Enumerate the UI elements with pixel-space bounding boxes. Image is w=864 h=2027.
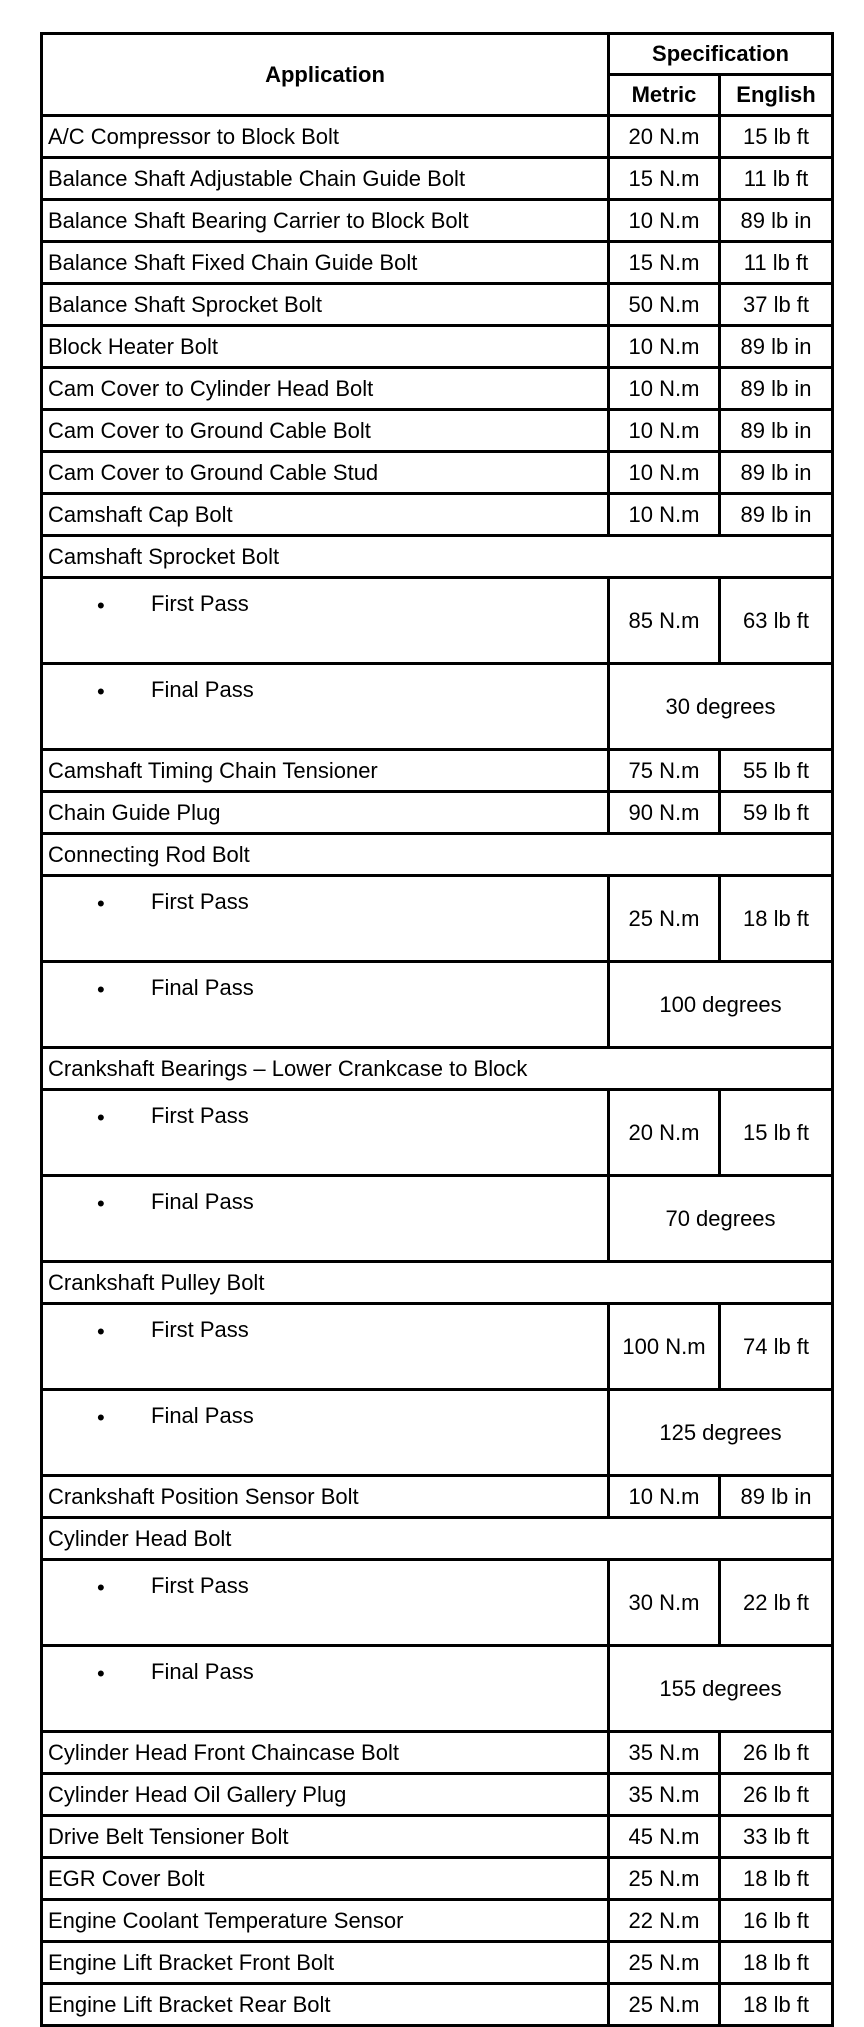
table-row	[42, 1476, 833, 1518]
pass-label: First Pass	[151, 889, 249, 914]
application-cell: Engine Lift Bracket Front Bolt	[42, 1942, 609, 1984]
angle-cell: 155 degrees	[609, 1646, 833, 1732]
english-cell: 89 lb in	[720, 1476, 833, 1518]
english-cell: 18 lb ft	[720, 876, 833, 962]
english-cell: 63 lb ft	[720, 578, 833, 664]
application-cell: Cam Cover to Cylinder Head Bolt	[42, 368, 609, 410]
application-cell: Cam Cover to Ground Cable Bolt	[42, 410, 609, 452]
english-cell: 11 lb ft	[720, 158, 833, 200]
english-cell: 16 lb ft	[720, 1900, 833, 1942]
first-pass-row	[42, 876, 833, 962]
application-cell: Drive Belt Tensioner Bolt	[42, 1816, 609, 1858]
application-cell: Chain Guide Plug	[42, 792, 609, 834]
final-pass-row	[42, 664, 833, 750]
table-row	[42, 792, 833, 834]
application-cell: Cylinder Head Front Chaincase Bolt	[42, 1732, 609, 1774]
pass-label: Final Pass	[151, 1659, 254, 1684]
first-pass-row	[42, 1090, 833, 1176]
bullet-icon: •	[97, 679, 105, 704]
pass-cell	[42, 876, 609, 962]
english-cell: 89 lb in	[720, 200, 833, 242]
english-cell: 89 lb in	[720, 494, 833, 536]
section-row	[42, 1262, 833, 1304]
metric-cell: 25 N.m	[609, 1984, 720, 2026]
bullet-icon: •	[97, 891, 105, 916]
application-cell: Camshaft Cap Bolt	[42, 494, 609, 536]
pass-cell	[42, 1646, 609, 1732]
english-cell: 74 lb ft	[720, 1304, 833, 1390]
metric-header: Metric	[609, 75, 720, 116]
final-pass-row	[42, 1176, 833, 1262]
application-cell: Cylinder Head Oil Gallery Plug	[42, 1774, 609, 1816]
english-cell: 26 lb ft	[720, 1732, 833, 1774]
metric-cell: 22 N.m	[609, 1900, 720, 1942]
english-cell: 22 lb ft	[720, 1560, 833, 1646]
pass-label: First Pass	[151, 1317, 249, 1342]
metric-cell: 10 N.m	[609, 452, 720, 494]
metric-cell: 20 N.m	[609, 116, 720, 158]
application-cell: Balance Shaft Adjustable Chain Guide Bolt	[42, 158, 609, 200]
pass-cell	[42, 1176, 609, 1262]
english-cell: 55 lb ft	[720, 750, 833, 792]
bullet-icon: •	[97, 1661, 105, 1686]
section-row	[42, 536, 833, 578]
section-title-cell: Crankshaft Bearings – Lower Crankcase to Block	[42, 1048, 833, 1090]
english-cell: 89 lb in	[720, 410, 833, 452]
pass-label: Final Pass	[151, 1403, 254, 1428]
section-title-cell: Crankshaft Pulley Bolt	[42, 1262, 833, 1304]
english-header: English	[720, 75, 833, 116]
table-body	[42, 116, 833, 2026]
english-cell: 89 lb in	[720, 326, 833, 368]
table-row	[42, 284, 833, 326]
application-cell: Engine Lift Bracket Rear Bolt	[42, 1984, 609, 2026]
table-row	[42, 1942, 833, 1984]
table-header	[42, 34, 833, 116]
table-row	[42, 410, 833, 452]
section-row	[42, 1518, 833, 1560]
application-cell: EGR Cover Bolt	[42, 1858, 609, 1900]
table-row	[42, 452, 833, 494]
application-cell: Balance Shaft Fixed Chain Guide Bolt	[42, 242, 609, 284]
application-cell: Balance Shaft Bearing Carrier to Block Bolt	[42, 200, 609, 242]
bullet-icon: •	[97, 593, 105, 618]
application-cell: Balance Shaft Sprocket Bolt	[42, 284, 609, 326]
metric-cell: 10 N.m	[609, 1476, 720, 1518]
pass-cell	[42, 1390, 609, 1476]
pass-cell	[42, 962, 609, 1048]
table-row	[42, 1732, 833, 1774]
final-pass-row	[42, 962, 833, 1048]
english-cell: 15 lb ft	[720, 116, 833, 158]
metric-cell: 25 N.m	[609, 876, 720, 962]
english-cell: 26 lb ft	[720, 1774, 833, 1816]
angle-cell: 70 degrees	[609, 1176, 833, 1262]
table-row	[42, 368, 833, 410]
pass-label: First Pass	[151, 591, 249, 616]
english-cell: 18 lb ft	[720, 1858, 833, 1900]
bullet-icon: •	[97, 1319, 105, 1344]
metric-cell: 20 N.m	[609, 1090, 720, 1176]
table-row	[42, 750, 833, 792]
section-title-cell: Camshaft Sprocket Bolt	[42, 536, 833, 578]
bullet-icon: •	[97, 1405, 105, 1430]
metric-cell: 75 N.m	[609, 750, 720, 792]
metric-cell: 30 N.m	[609, 1560, 720, 1646]
application-cell: Engine Coolant Temperature Sensor	[42, 1900, 609, 1942]
angle-cell: 100 degrees	[609, 962, 833, 1048]
english-cell: 18 lb ft	[720, 1984, 833, 2026]
english-cell: 89 lb in	[720, 368, 833, 410]
metric-cell: 35 N.m	[609, 1732, 720, 1774]
metric-cell: 10 N.m	[609, 410, 720, 452]
bullet-icon: •	[97, 1105, 105, 1130]
table-row	[42, 1984, 833, 2026]
metric-cell: 10 N.m	[609, 200, 720, 242]
application-header: Application	[42, 34, 609, 116]
english-cell: 89 lb in	[720, 452, 833, 494]
metric-cell: 10 N.m	[609, 326, 720, 368]
pass-cell	[42, 664, 609, 750]
metric-cell: 45 N.m	[609, 1816, 720, 1858]
pass-label: Final Pass	[151, 677, 254, 702]
metric-cell: 15 N.m	[609, 158, 720, 200]
table-row	[42, 494, 833, 536]
first-pass-row	[42, 1304, 833, 1390]
table-row	[42, 326, 833, 368]
application-cell: Crankshaft Position Sensor Bolt	[42, 1476, 609, 1518]
bullet-icon: •	[97, 977, 105, 1002]
english-cell: 11 lb ft	[720, 242, 833, 284]
final-pass-row	[42, 1390, 833, 1476]
table-row	[42, 1858, 833, 1900]
pass-cell	[42, 1560, 609, 1646]
pass-cell	[42, 1304, 609, 1390]
table-row	[42, 158, 833, 200]
bullet-icon: •	[97, 1575, 105, 1600]
application-cell: Block Heater Bolt	[42, 326, 609, 368]
english-cell: 18 lb ft	[720, 1942, 833, 1984]
english-cell: 15 lb ft	[720, 1090, 833, 1176]
section-title-cell: Cylinder Head Bolt	[42, 1518, 833, 1560]
section-row	[42, 834, 833, 876]
pass-label: Final Pass	[151, 1189, 254, 1214]
english-cell: 37 lb ft	[720, 284, 833, 326]
metric-cell: 15 N.m	[609, 242, 720, 284]
specification-header: Specification	[609, 34, 833, 75]
metric-cell: 10 N.m	[609, 368, 720, 410]
table-row	[42, 200, 833, 242]
table-row	[42, 1774, 833, 1816]
application-cell: Cam Cover to Ground Cable Stud	[42, 452, 609, 494]
table-row	[42, 1816, 833, 1858]
metric-cell: 50 N.m	[609, 284, 720, 326]
english-cell: 59 lb ft	[720, 792, 833, 834]
application-cell: A/C Compressor to Block Bolt	[42, 116, 609, 158]
pass-label: First Pass	[151, 1103, 249, 1128]
metric-cell: 25 N.m	[609, 1942, 720, 1984]
bullet-icon: •	[97, 1191, 105, 1216]
metric-cell: 90 N.m	[609, 792, 720, 834]
pass-cell	[42, 578, 609, 664]
metric-cell: 10 N.m	[609, 494, 720, 536]
pass-label: First Pass	[151, 1573, 249, 1598]
final-pass-row	[42, 1646, 833, 1732]
angle-cell: 30 degrees	[609, 664, 833, 750]
pass-label: Final Pass	[151, 975, 254, 1000]
torque-spec-table	[40, 32, 834, 2027]
metric-cell: 100 N.m	[609, 1304, 720, 1390]
metric-cell: 35 N.m	[609, 1774, 720, 1816]
first-pass-row	[42, 1560, 833, 1646]
application-cell: Camshaft Timing Chain Tensioner	[42, 750, 609, 792]
section-title-cell: Connecting Rod Bolt	[42, 834, 833, 876]
table-row	[42, 116, 833, 158]
pass-cell	[42, 1090, 609, 1176]
metric-cell: 25 N.m	[609, 1858, 720, 1900]
first-pass-row	[42, 578, 833, 664]
table-row	[42, 242, 833, 284]
section-row	[42, 1048, 833, 1090]
table-row	[42, 1900, 833, 1942]
metric-cell: 85 N.m	[609, 578, 720, 664]
english-cell: 33 lb ft	[720, 1816, 833, 1858]
angle-cell: 125 degrees	[609, 1390, 833, 1476]
